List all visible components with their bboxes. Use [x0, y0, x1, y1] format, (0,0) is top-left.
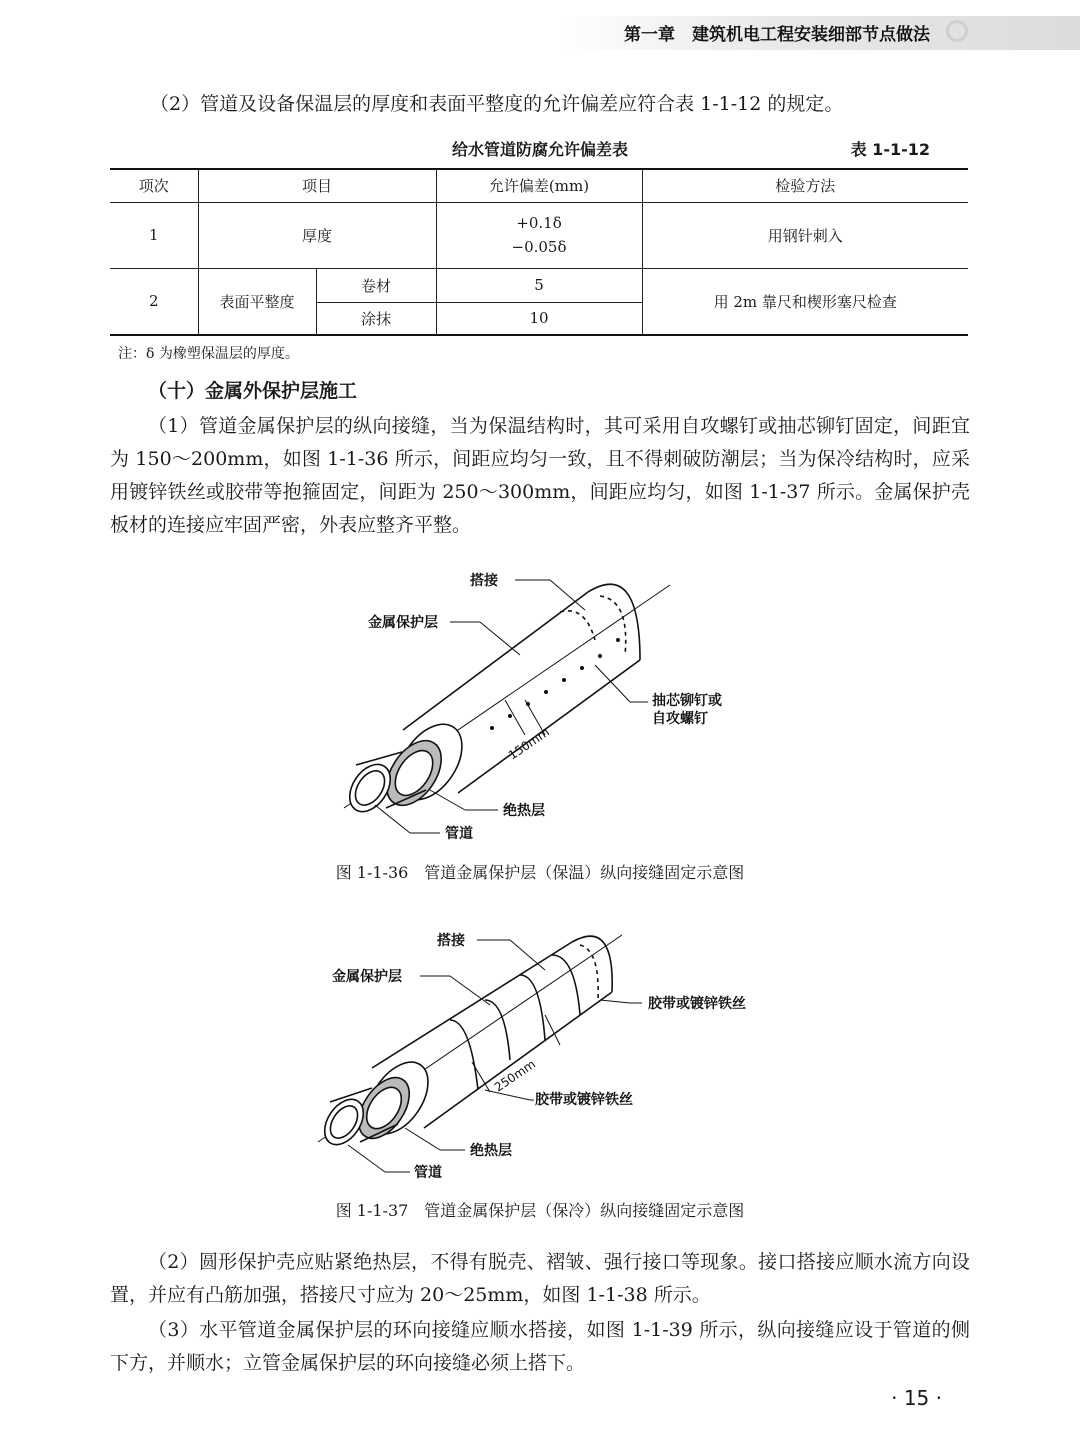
fig2-label-overlap: 搭接 [437, 933, 465, 949]
chapter-title: 第一章 建筑机电工程安装细部节点做法 [624, 25, 930, 45]
table-cell-tolerance: 5 [436, 268, 642, 302]
fig1-label-rivet-1: 抽芯铆钉或 [652, 693, 722, 709]
table-header-index: 项次 [110, 169, 198, 202]
table-cell-item: 表面平整度 [198, 268, 316, 335]
table-header-tolerance: 允许偏差(mm) [436, 169, 642, 202]
table-cell-index: 1 [110, 202, 198, 268]
fig1-label-metal: 金属保护层 [368, 615, 438, 631]
table-cell-item: 厚度 [198, 202, 436, 268]
table-cell-subitem: 涂抹 [316, 302, 436, 335]
table-cell-index: 2 [110, 268, 198, 335]
fig2-label-pipe: 管道 [414, 1165, 442, 1181]
table-cell-tolerance: 10 [436, 302, 642, 335]
table-number: 表 1-1-12 [850, 140, 930, 159]
fig2-label-tape-1: 胶带或镀锌铁丝 [648, 996, 746, 1012]
table-note: 注：δ 为橡塑保温层的厚度。 [118, 346, 299, 362]
tolerance-lower: −0.05δ [511, 238, 567, 256]
table-header-method: 检验方法 [642, 169, 968, 202]
page-number: · 15 · [891, 1386, 942, 1410]
table-header-item: 项目 [198, 169, 436, 202]
figure-1-caption: 图 1-1-36 管道金属保护层（保温）纵向接缝固定示意图 [335, 863, 745, 882]
table-cell-method: 用 2m 靠尺和楔形塞尺检查 [642, 268, 968, 335]
fig2-label-insulation: 绝热层 [470, 1143, 512, 1159]
paragraph-3: （3）水平管道金属保护层的环向接缝应顺水搭接，如图 1-1-39 所示，纵向接缝应设于管道的侧下方，并顺水；立管金属保护层的环向接缝必须上搭下。 [110, 1319, 970, 1374]
paragraph-1: （1）管道金属保护层的纵向接缝，当为保温结构时，其可采用自攻螺钉或抽芯铆钉固定，间距宜为 150～200mm，如图 1-1-36 所示，间距应均匀一致，且不得刺破防潮层；当为保冷结构时，应采用镀锌铁丝或胶带等抱箍固定，间距为 250～300mm，间距应均匀，如图 1-1-37 所示。金属保护壳板材的连接应牢固严密，外表应整齐平整。 [110, 415, 970, 536]
fig1-label-dimension: 150mm [505, 724, 553, 763]
paragraph-2: （2）圆形保护壳应贴紧绝热层，不得有脱壳、褶皱、强行接口等现象。接口搭接应顺水流方向设置，并应有凸筋加强，搭接尺寸应为 20～25mm，如图 1-1-38 所示。 [110, 1251, 970, 1306]
tolerance-upper: +0.1δ [516, 214, 562, 232]
section-heading: （十）金属外保护层施工 [148, 380, 358, 402]
table-cell-method: 用钢针刺入 [642, 202, 968, 268]
fig1-label-rivet-2: 自攻螺钉 [652, 711, 708, 727]
fig2-label-dimension: 250mm [491, 1056, 539, 1095]
table-title: 给水管道防腐允许偏差表 [451, 140, 628, 159]
fig1-label-overlap: 搭接 [470, 573, 498, 589]
fig2-label-tape-2: 胶带或镀锌铁丝 [535, 1092, 633, 1108]
intro-paragraph: （2）管道及设备保温层的厚度和表面平整度的允许偏差应符合表 1-1-12 的规定。 [150, 93, 844, 115]
fig1-label-insulation: 绝热层 [503, 803, 545, 819]
table-cell-subitem: 卷材 [316, 268, 436, 302]
fig1-label-pipe: 管道 [445, 826, 473, 842]
figure-2-caption: 图 1-1-37 管道金属保护层（保冷）纵向接缝固定示意图 [335, 1201, 745, 1220]
fig2-label-metal: 金属保护层 [332, 969, 402, 985]
